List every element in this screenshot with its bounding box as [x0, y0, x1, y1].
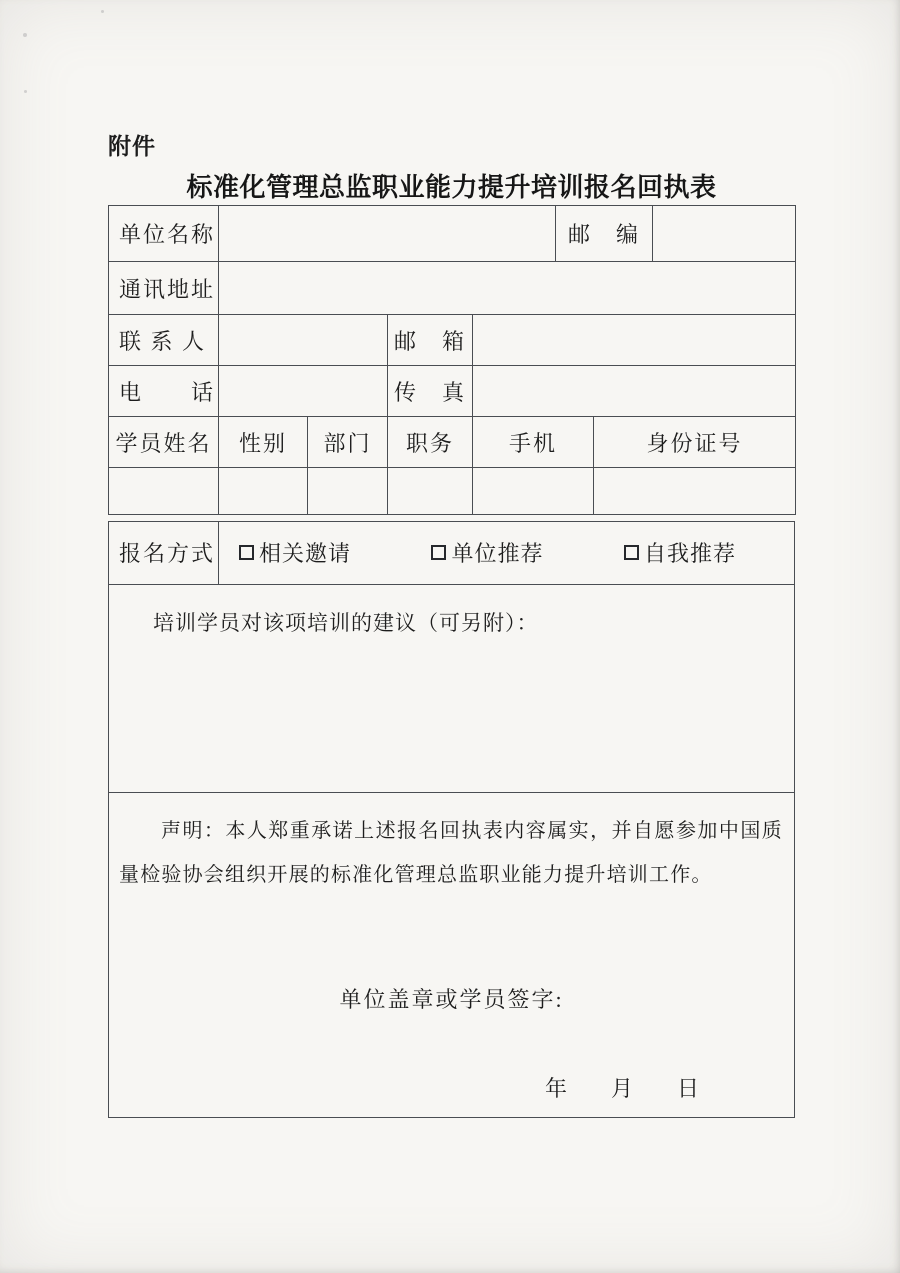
- date-line: 年 月 日: [544, 1075, 699, 1101]
- student-name-header: 学员姓名: [109, 417, 219, 468]
- checkbox-icon: [624, 545, 639, 560]
- postal-code-field: [653, 206, 796, 262]
- fax-field: [473, 366, 796, 417]
- option-self-recommendation-label: 自我推荐: [643, 541, 736, 567]
- option-invitation-label: 相关邀请: [259, 541, 352, 567]
- position-field: [388, 468, 473, 515]
- registration-method-label: 报名方式: [109, 522, 219, 584]
- checkbox-icon: [239, 545, 254, 560]
- mobile-field: [473, 468, 594, 515]
- unit-name-row: [109, 206, 796, 262]
- suggestion-prompt: 培训学员对该项培训的建议（可另附）：: [153, 610, 539, 635]
- gender-field: [219, 468, 308, 515]
- declaration-text: 声明：本人郑重承诺上述报名回执表内容属实，并自愿参加中国质量检验协会组织开展的标准化管理总监职业能力提升培训工作。: [119, 819, 783, 886]
- contact-info-table: [108, 205, 796, 515]
- form-title: 标准化管理总监职业能力提升培训报名回执表: [186, 173, 717, 203]
- scan-speck: [101, 10, 104, 13]
- option-invitation: [239, 537, 351, 568]
- student-header-row: [109, 417, 796, 468]
- id-number-header: 身份证号: [594, 417, 796, 468]
- declaration-box: [109, 809, 794, 1130]
- contact-person-label: 联 系 人: [109, 315, 219, 366]
- scan-speck: [24, 90, 27, 93]
- contact-row: [109, 315, 796, 366]
- lower-form-section: [108, 521, 795, 1118]
- position-header: 职务: [388, 417, 473, 468]
- address-label: 通讯地址: [109, 262, 219, 315]
- phone-label: 电 话: [109, 366, 219, 417]
- email-label: 邮 箱: [388, 315, 473, 366]
- suggestion-box: [109, 585, 794, 793]
- unit-name-label: 单位名称: [109, 206, 219, 262]
- option-unit-recommendation-label: 单位推荐: [451, 541, 544, 567]
- option-unit-recommendation: [431, 537, 543, 568]
- option-self-recommendation: [624, 537, 736, 568]
- registration-options: [219, 522, 794, 584]
- address-row: [109, 262, 796, 315]
- attachment-label: 附件: [108, 134, 156, 160]
- postal-code-label: 邮 编: [556, 206, 653, 262]
- department-field: [308, 468, 388, 515]
- signature-line: 单位盖章或学员签字:: [339, 986, 564, 1012]
- id-number-field: [594, 468, 796, 515]
- student-entry-row: [109, 468, 796, 515]
- checkbox-icon: [431, 545, 446, 560]
- registration-method-row: [109, 522, 794, 585]
- email-field: [473, 315, 796, 366]
- phone-field: [219, 366, 388, 417]
- phone-row: [109, 366, 796, 417]
- gender-header: 性别: [219, 417, 308, 468]
- department-header: 部门: [308, 417, 388, 468]
- fax-label: 传 真: [388, 366, 473, 417]
- scan-speck: [23, 33, 27, 37]
- address-field: [219, 262, 796, 315]
- student-name-field: [109, 468, 219, 515]
- unit-name-field: [219, 206, 556, 262]
- contact-person-field: [219, 315, 388, 366]
- mobile-header: 手机: [473, 417, 594, 468]
